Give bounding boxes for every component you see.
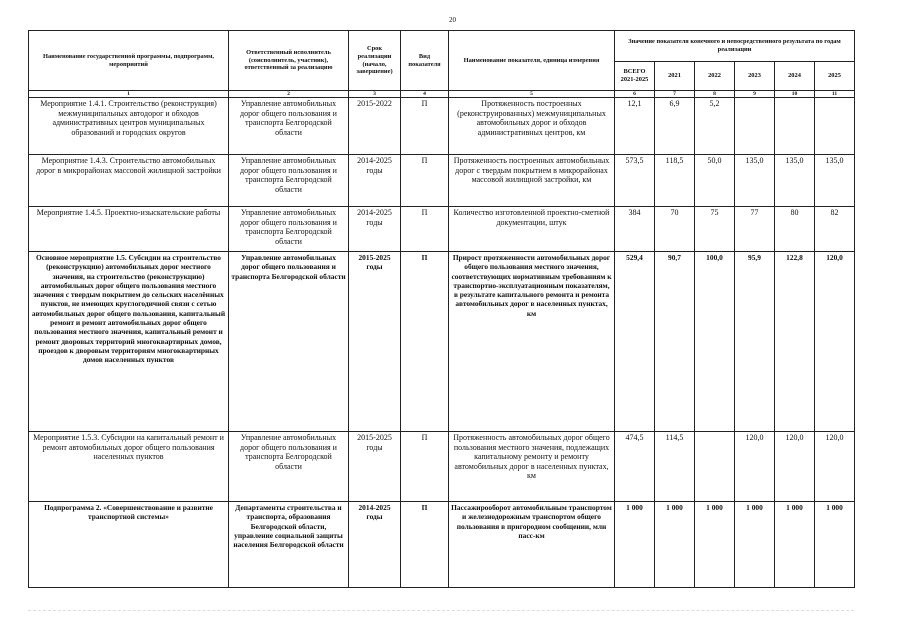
column-number: 3: [349, 91, 401, 98]
header-term: Срок реализации (начало, завершение): [349, 31, 401, 91]
row-value: [775, 98, 815, 155]
column-number: 9: [735, 91, 775, 98]
row-value: [695, 432, 735, 502]
row-name: Основное мероприятие 1.5. Субсидии на строительство (реконструкцию) автомобильных дорог местного значения, на строительство (реконструкцию) автомобильных дорог общего пользования местного значения с твердым покрытием до сельских населённых пунктов, не имеющих круглогодичной связи с сетью автомобильных дорог общего пользования, капитальный ремонт и ремонт автомобильных дорог общего пользования местного значения, капитальный ремонт и ремонт дворовых территорий многоквартирных домов, проездов к дворовым территориям многоквартирных домов населенных пунктов: [29, 252, 229, 432]
header-year: 2021: [655, 62, 695, 91]
row-value: 135,0: [815, 155, 855, 207]
row-indicator: Протяженность построенных (реконструированных) межмуниципальных автомобильных дорог и обходов административных центров, км: [449, 98, 615, 155]
row-value: 6,9: [655, 98, 695, 155]
row-value: 118,5: [655, 155, 695, 207]
row-value: 82: [815, 207, 855, 252]
column-number: 7: [655, 91, 695, 98]
row-executor: Департаменты строительства и транспорта, образования Белгородской области, управление социальной защиты населения Белгородской области: [229, 502, 349, 588]
row-value: 1 000: [775, 502, 815, 588]
column-number: 5: [449, 91, 615, 98]
row-name: Мероприятие 1.4.3. Строительство автомобильных дорог в микрорайонах массовой жилищной застройки: [29, 155, 229, 207]
row-type: П: [401, 252, 449, 432]
row-value: 90,7: [655, 252, 695, 432]
row-total: 12,1: [615, 98, 655, 155]
row-indicator: Протяженность автомобильных дорог общего пользования местного значения, подлежащих капитальному ремонту и ремонту автомобильных дорог в населенных пунктах, км: [449, 432, 615, 502]
row-indicator: Пассажирооборот автомобильным транспортом и железнодорожным транспортом общего пользования в пригородном сообщении, млн пасс-км: [449, 502, 615, 588]
header-values: Значение показателя конечного и непосредственного результата по годам реализации: [615, 31, 855, 62]
column-number: 8: [695, 91, 735, 98]
column-number: 2: [229, 91, 349, 98]
row-value: 135,0: [735, 155, 775, 207]
header-year: 2023: [735, 62, 775, 91]
row-value: 114,5: [655, 432, 695, 502]
column-number: 1: [29, 91, 229, 98]
row-value: 135,0: [775, 155, 815, 207]
header-year: 2024: [775, 62, 815, 91]
row-value: 75: [695, 207, 735, 252]
row-value: 120,0: [815, 432, 855, 502]
row-value: 120,0: [775, 432, 815, 502]
row-type: П: [401, 98, 449, 155]
page-number: 20: [449, 16, 456, 24]
row-executor: Управление автомобильных дорог общего пользования и транспорта Белгородской области: [229, 98, 349, 155]
row-value: 120,0: [815, 252, 855, 432]
row-type: П: [401, 432, 449, 502]
row-value: 1 000: [735, 502, 775, 588]
header-name: Наименование государственной программы, подпрограмм, мероприятий: [29, 31, 229, 91]
table-row: [29, 432, 855, 502]
row-type: П: [401, 502, 449, 588]
row-executor: Управление автомобильных дорог общего пользования и транспорта Белгородской области: [229, 432, 349, 502]
row-term: 2015-2025 годы: [349, 432, 401, 502]
row-value: 1 000: [655, 502, 695, 588]
row-total: 529,4: [615, 252, 655, 432]
table-row: [29, 252, 855, 432]
table-row: [29, 207, 855, 252]
row-indicator: Прирост протяженности автомобильных дорог общего пользования местного значения, соответствующих нормативным требованиям к транспортно-эксплуатационным показателям, в результате капитального ремонта и ремонта автомобильных дорог в населенных пунктах, км: [449, 252, 615, 432]
row-value: 80: [775, 207, 815, 252]
row-term: 2015-2025 годы: [349, 252, 401, 432]
row-executor: Управление автомобильных дорог общего пользования и транспорта Белгородской области: [229, 207, 349, 252]
row-indicator: Количество изготовленной проектно-сметной документации, штук: [449, 207, 615, 252]
row-name: Мероприятие 1.5.3. Субсидии на капитальный ремонт и ремонт автомобильных дорог общего пользования населенных пунктов: [29, 432, 229, 502]
row-value: [815, 98, 855, 155]
row-value: 1 000: [695, 502, 735, 588]
table-row: [29, 98, 855, 155]
header-year: 2025: [815, 62, 855, 91]
row-term: 2014-2025 годы: [349, 155, 401, 207]
row-name: Подпрограмма 2. «Совершенствование и развитие транспортной системы»: [29, 502, 229, 588]
row-term: 2015-2022: [349, 98, 401, 155]
row-value: [735, 98, 775, 155]
header-total: ВСЕГО 2021-2025: [615, 62, 655, 91]
header-indicator: Наименование показателя, единица измерения: [449, 31, 615, 91]
row-type: П: [401, 207, 449, 252]
header-year: 2022: [695, 62, 735, 91]
table-row: [29, 502, 855, 588]
row-total: 474,5: [615, 432, 655, 502]
row-value: 122,8: [775, 252, 815, 432]
row-total: 384: [615, 207, 655, 252]
column-number: 4: [401, 91, 449, 98]
page-bottom-edge: [28, 610, 854, 611]
header-executor: Ответственный исполнитель (соисполнитель, участник), ответственный за реализацию: [229, 31, 349, 91]
row-name: Мероприятие 1.4.5. Проектно-изыскательские работы: [29, 207, 229, 252]
row-total: 1 000: [615, 502, 655, 588]
header-type: Вид показателя: [401, 31, 449, 91]
row-value: 120,0: [735, 432, 775, 502]
row-executor: Управление автомобильных дорог общего пользования и транспорта Белгородской области: [229, 252, 349, 432]
column-numbers-row: [29, 91, 855, 98]
column-number: 10: [775, 91, 815, 98]
row-value: 50,0: [695, 155, 735, 207]
row-value: 95,9: [735, 252, 775, 432]
row-term: 2014-2025 годы: [349, 502, 401, 588]
row-value: 1 000: [815, 502, 855, 588]
row-value: 70: [655, 207, 695, 252]
row-name: Мероприятие 1.4.1. Строительство (реконструкция) межмуниципальных автодорог и обходов административных центров муниципальных образований и городских округов: [29, 98, 229, 155]
row-term: 2014-2025 годы: [349, 207, 401, 252]
row-value: 5,2: [695, 98, 735, 155]
column-number: 6: [615, 91, 655, 98]
table-row: [29, 155, 855, 207]
row-executor: Управление автомобильных дорог общего пользования и транспорта Белгородской области: [229, 155, 349, 207]
row-value: 77: [735, 207, 775, 252]
row-total: 573,5: [615, 155, 655, 207]
row-value: 100,0: [695, 252, 735, 432]
column-number: 11: [815, 91, 855, 98]
row-type: П: [401, 155, 449, 207]
indicators-table: [28, 30, 855, 588]
row-indicator: Протяженность построенных автомобильных дорог с твердым покрытием в микрорайонах массовой жилищной застройки, км: [449, 155, 615, 207]
